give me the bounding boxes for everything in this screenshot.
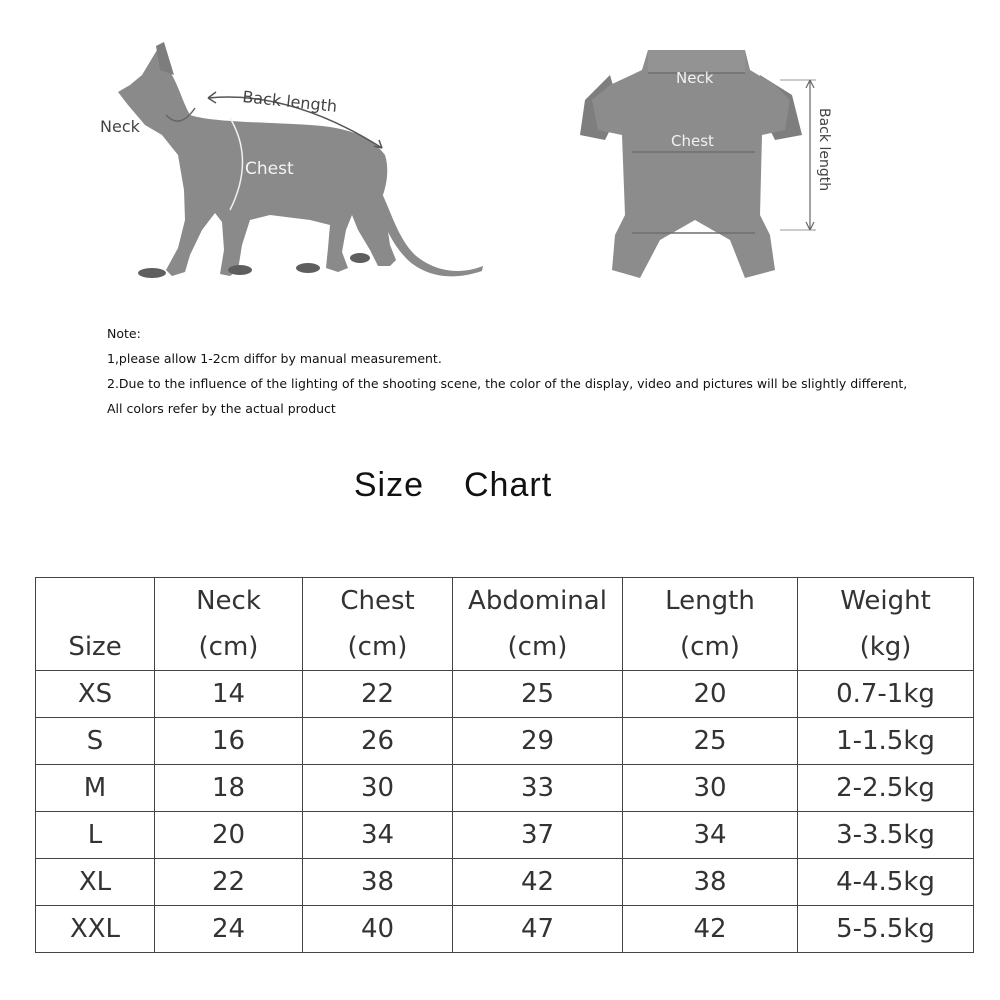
size-cell: XXL [36,906,155,953]
suit-back-length-label: Back length [816,108,832,192]
table-cell: 4-4.5kg [798,859,974,906]
table-row [36,906,974,953]
cat-paw [228,265,252,275]
column-header [453,578,623,671]
size-cell: S [36,718,155,765]
column-header [623,578,798,671]
table-cell: 34 [623,812,798,859]
back-length-label: Back length [241,87,338,116]
column-header-line1: Neck [196,586,261,616]
size-cell: XS [36,671,155,718]
table-row [36,718,974,765]
table-cell: 22 [303,671,453,718]
column-header-line1: Abdominal [468,586,607,616]
table-cell: 30 [303,765,453,812]
column-header-line2: (cm) [347,632,408,662]
column-header [798,578,974,671]
table-row [36,671,974,718]
table-cell: 20 [155,812,303,859]
table-cell: 2-2.5kg [798,765,974,812]
column-header [303,578,453,671]
suit-chest-label: Chest [671,132,714,150]
size-cell: XL [36,859,155,906]
table-cell: 47 [453,906,623,953]
table-cell: 22 [155,859,303,906]
table-cell: 1-1.5kg [798,718,974,765]
note-heading: Note: [107,326,141,341]
table-cell: 30 [623,765,798,812]
note-line-1: 1,please allow 1-2cm diffor by manual measurement. [107,351,442,366]
note-line-2: 2.Due to the influence of the lighting of the shooting scene, the color of the display, video and pictures will be slightly different, [107,376,908,391]
table-cell: 26 [303,718,453,765]
notes-section [107,324,987,424]
table-cell: 20 [623,671,798,718]
table-header-row [36,578,974,671]
column-header-line2: (kg) [859,632,912,662]
title-word-size: Size [353,466,424,504]
table-cell: 34 [303,812,453,859]
table-cell: 37 [453,812,623,859]
table-row [36,859,974,906]
table-cell: 42 [453,859,623,906]
table-cell: 38 [623,859,798,906]
table-cell: 0.7-1kg [798,671,974,718]
cat-paw [296,263,320,273]
note-line-3: All colors refer by the actual product [107,401,336,416]
column-header-line2: (cm) [507,632,568,662]
cat-measurement-diagram [90,30,510,300]
table-cell: 38 [303,859,453,906]
table-cell: 14 [155,671,303,718]
suit-measurement-diagram [570,40,860,300]
cat-paw [350,253,370,263]
size-cell: M [36,765,155,812]
column-header-line1: Length [665,586,755,616]
table-cell: 18 [155,765,303,812]
column-header [155,578,303,671]
table-cell: 42 [623,906,798,953]
table-cell: 33 [453,765,623,812]
column-header-line2: (cm) [198,632,259,662]
table-cell: 24 [155,906,303,953]
suit-neck-label: Neck [676,69,714,87]
column-header-line2: Size [68,632,122,662]
size-cell: L [36,812,155,859]
table-cell: 16 [155,718,303,765]
chest-label: Chest [245,159,294,179]
table-cell: 40 [303,906,453,953]
size-chart-table [35,577,974,953]
column-header [36,578,155,671]
column-header-line1 [36,578,154,624]
neck-label: Neck [100,117,140,136]
table-cell: 29 [453,718,623,765]
page-title [0,466,906,505]
table-cell: 25 [623,718,798,765]
column-header-line1: Weight [840,586,931,616]
table-cell: 5-5.5kg [798,906,974,953]
table-cell: 3-3.5kg [798,812,974,859]
column-header-line2: (cm) [680,632,740,662]
cat-paw [138,268,166,278]
table-cell: 25 [453,671,623,718]
title-word-chart: Chart [464,466,553,504]
column-header-line1: Chest [340,586,415,616]
table-row [36,765,974,812]
table-row [36,812,974,859]
